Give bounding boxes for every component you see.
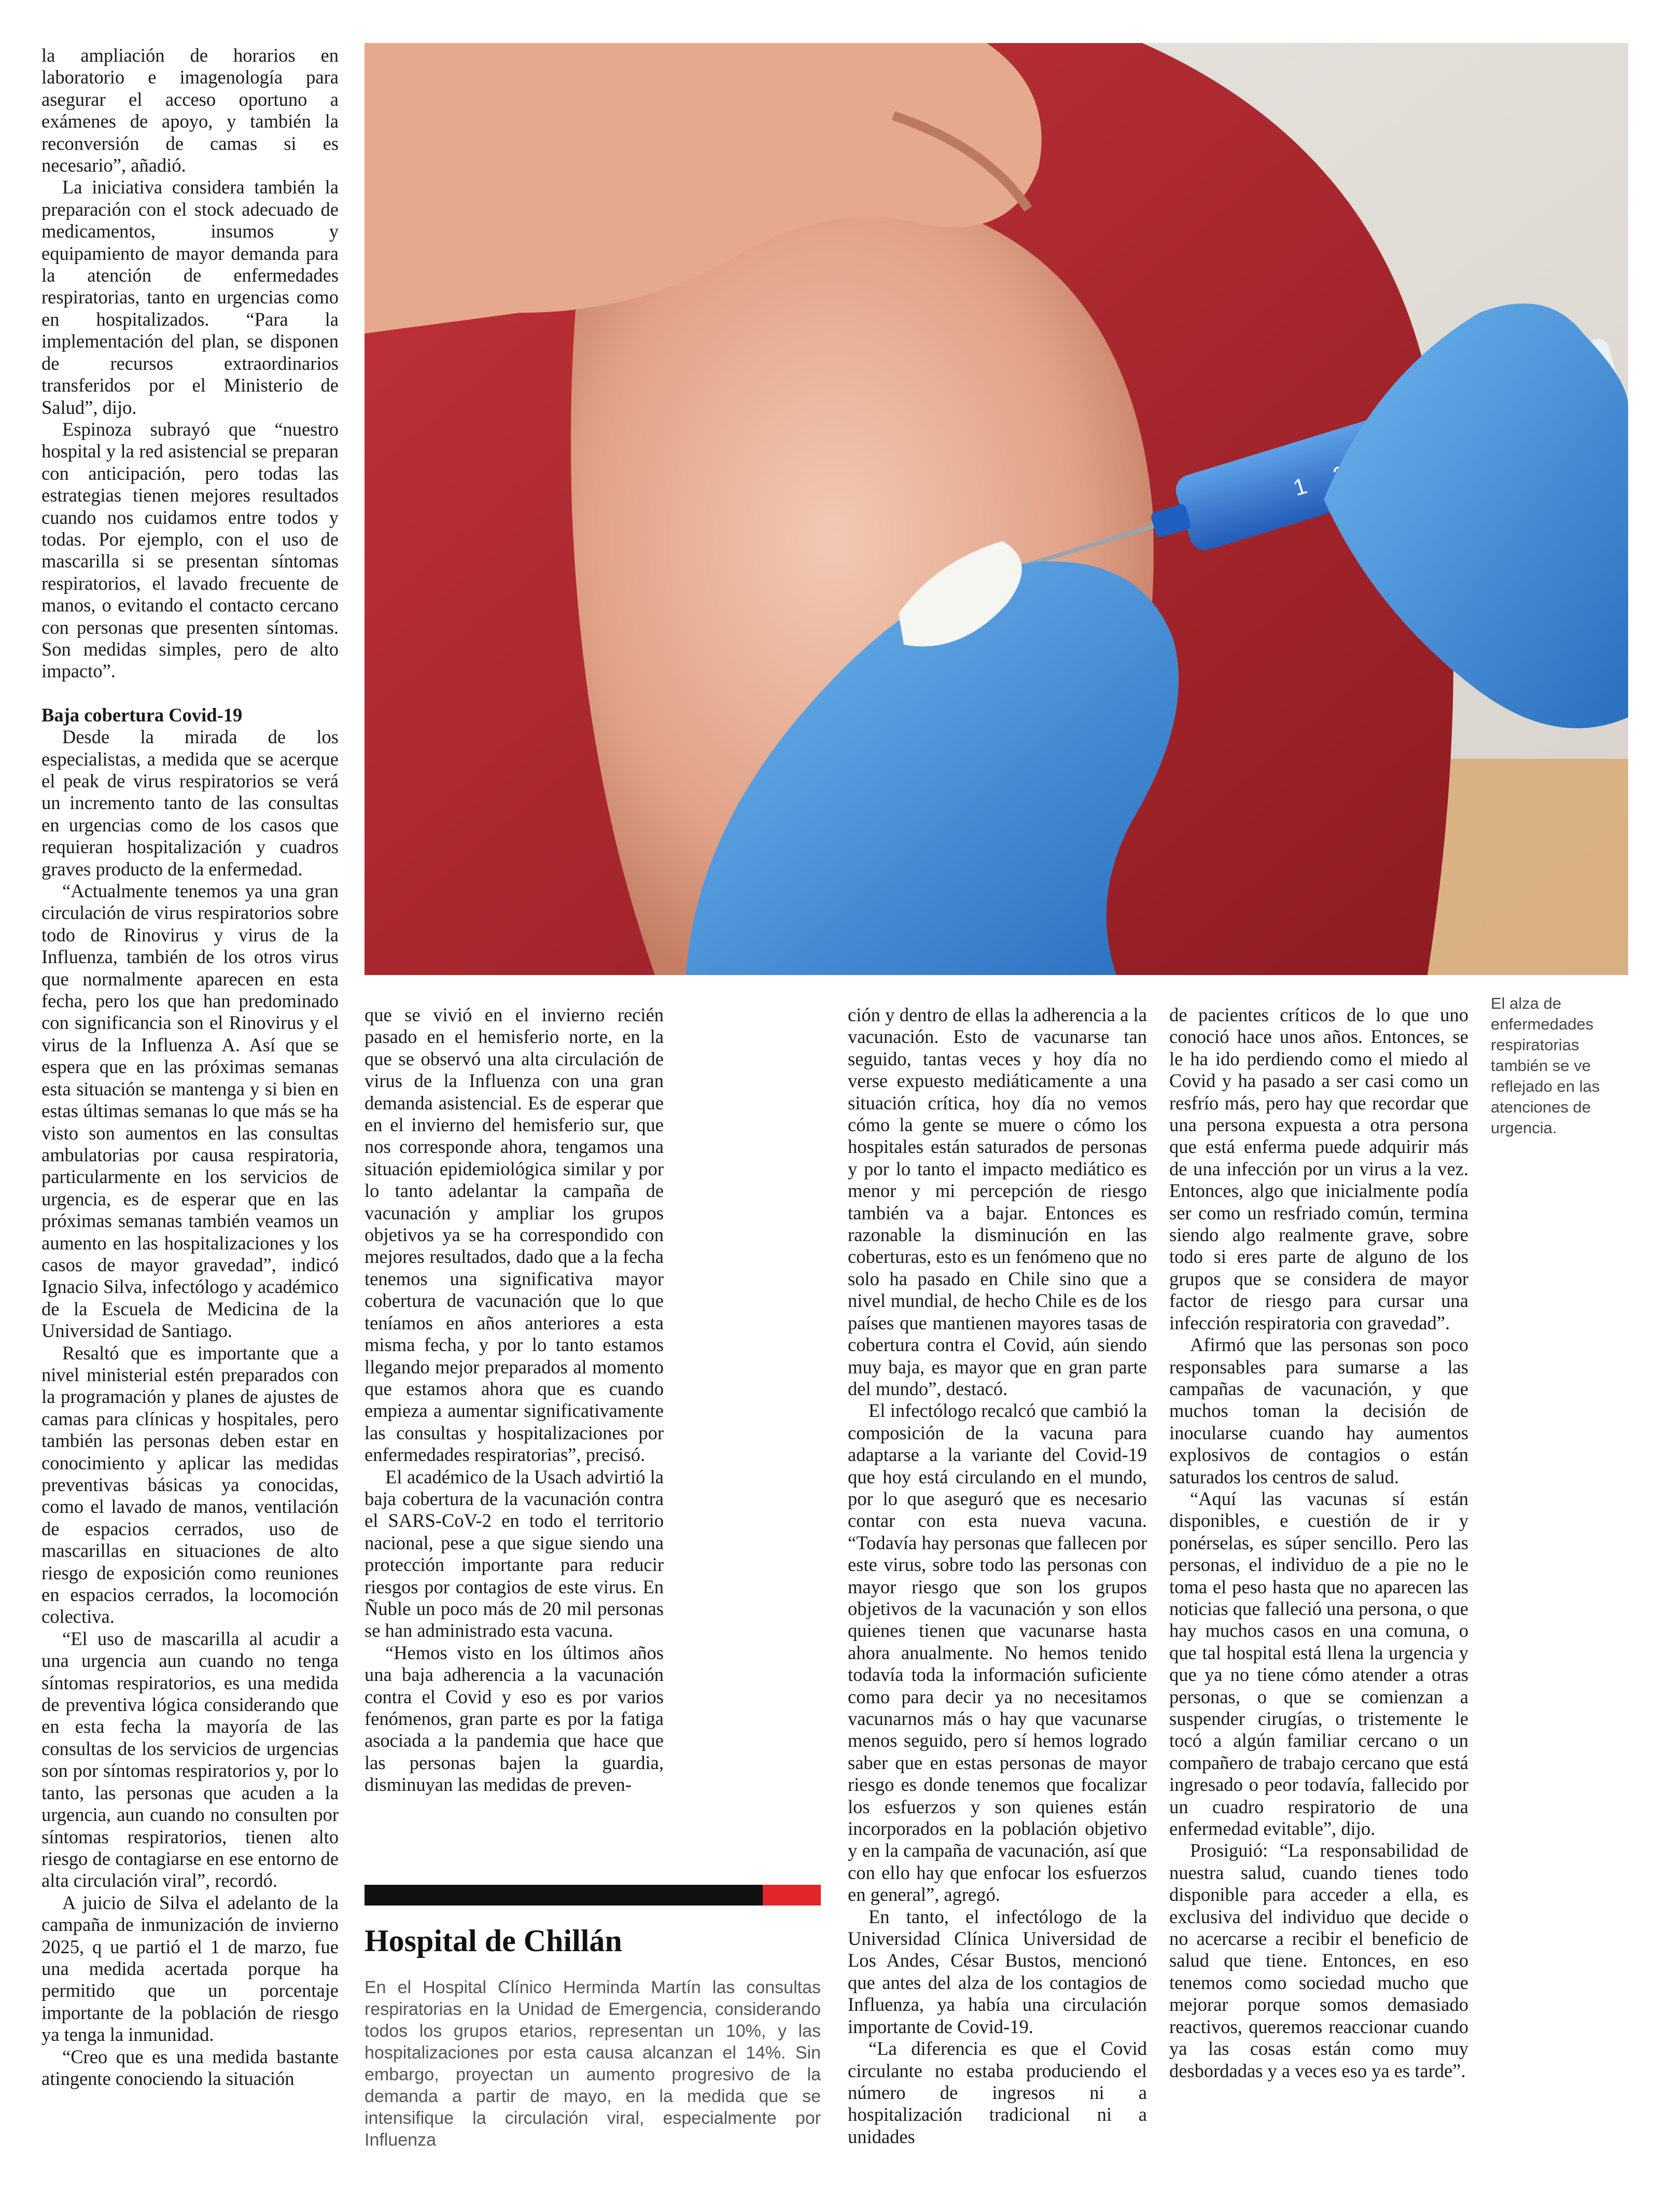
photo-caption: El alza de enfermedades respiratorias también se ve reflejado en las atenciones de urgencia. <box>1491 994 1600 1137</box>
paragraph: Afirmó que las personas son poco responsables para sumarse a las campañas de vacunación, y que muchos toman la decisión de inocularse cuando hay aumentos explosivos de contagios o están saturados los centros de salud. <box>1169 1334 1468 1487</box>
paragraph: A juicio de Silva el adelanto de la campaña de inmunización de invierno 2025, q ue partió el 1 de marzo, fue una medida acertada porque ha permitido que un porcentaje importante de la población de riesgo ya tenga la inmunidad. <box>41 1892 339 2046</box>
vaccination-photo <box>365 43 1628 975</box>
paragraph: ción y dentro de ellas la adherencia a la vacunación. Esto de vacunarse tan seguido, tantas veces y hoy día no verse expuesto mediáticamente a una situación crítica, hoy día no vemos cómo la gente se muere o cómo los hospitales están saturados de personas y por lo tanto el impacto mediático es menor y mi percepción de riesgo también va a bajar. Entonces es razonable la disminución en las coberturas, esto es un fenómeno que no solo ha pasado en Chile sino que a nivel mundial, de hecho Chile es de los países que mantienen mayores tasas de cobertura contra el Covid, aún siendo muy baja, es mayor que en gran parte del mundo”, destacó. <box>848 1004 1147 1399</box>
paragraph: la ampliación de horarios en laboratorio e imagenología para asegurar el acceso oportuno a exámenes de apoyo, y también la reconversión de camas si es necesario”, añadió. <box>41 45 339 176</box>
paragraph: El académico de la Usach advirtió la baja cobertura de la vacunación contra el SARS-CoV-2 en todo el territorio nacional, pese a que sigue siendo una protección importante para reducir riesgos por contagios de este virus. En Ñuble un poco más de 20 mil personas se han administrado esta vacuna. <box>365 1466 664 1642</box>
paragraph: “Actualmente tenemos ya una gran circulación de virus respiratorios sobre todo de Rinovirus y virus de la Influenza, también de los otros virus que normalmente aparecen en esta fecha, pero los que han predominado con significancia son el Rinovirus y el virus de la Influenza A. Así que se espera que en las próximas semanas esta situación se mantenga y si bien en estas últimas semanas lo que más se ha visto son aumentos en las consultas ambulatorias por causa respiratoria, particularmente en los servicios de urgencia, es de esperar que en las próximas semanas también veamos un aumento en las hospitalizaciones y los casos de mayor gravedad”, indicó Ignacio Silva, infectólogo y académico de la Escuela de Medicina de la Universidad de Santiago. <box>41 880 339 1342</box>
paragraph: Desde la mirada de los especialistas, a medida que se acerque el peak de virus respiratorios se verá un incremento tanto de las consultas en urgencias como de los casos que requieran hospitalización y cuadros graves producto de la enfermedad. <box>41 726 339 880</box>
paragraph: “La diferencia es que el Covid circulante no estaba produciendo el número de ingresos ni a hospitalización tradicional ni a unidades <box>848 2038 1147 2147</box>
paragraph: “Aquí las vacunas sí están disponibles, e cuestión de ir y ponérselas, es súper sencillo. Pero las personas, el individuo de a pie no le toma el peso hasta que no aparecen las noticias que falleció una persona, o que hay muchos casos en una comuna, o que tal hospital está llena la urgencia y que ya no tiene cómo atender a otras personas, o que se comienzan a suspender cirugías, o tristemente le tocó a algún familiar cercano o un compañero de trabajo cercano que está ingresado o peor todavía, fallecido por un cuadro respiratorio de una enfermedad evitable”, dijo. <box>1169 1487 1468 1840</box>
svg-text:1: 1 <box>1290 472 1310 501</box>
paragraph: “Creo que es una medida bastante atingente conociendo la situación <box>41 2046 339 2089</box>
paragraph: de pacientes críticos de lo que uno conoció hace unos años. Entonces, se le ha ido perdiendo como el miedo al Covid y ha pasado a ser casi como un resfrío más, pero hay que recordar que una persona expuesta a otra persona que está enferma puede adquirir más de una infección por un virus a la vez. Entonces, algo que inicialmente podía ser como un resfriado común, termina siendo algo realmente grave, sobre todo si eres parte de alguno de los grupos que se considera de mayor factor de riesgo para cursar una infección respiratoria con gravedad”. <box>1169 1004 1468 1333</box>
paragraph: Espinoza subrayó que “nuestro hospital y la red asistencial se preparan con anticipación, pero todas las estrategias tienen mejores resultados cuando nos cuidamos entre todos y todas. Por ejemplo, con el uso de mascarilla si se presentan síntomas respiratorios, el lavado frecuente de manos, o evitando el contacto cercano con personas que presenten síntomas. Son medidas simples, pero de alto impacto”. <box>41 418 339 682</box>
paragraph: Prosiguió: “La responsabilidad de nuestra salud, cuando tienes todo disponible para acceder a ella, es exclusiva del individuo que decide o no acercarse a recibir el beneficio de salud que tiene. Entonces, en eso tenemos como sociedad mucho que mejorar porque somos demasiado reactivos, queremos reaccionar cuando ya las cosas están como muy desbordadas y a veces eso ya es tarde”. <box>1169 1840 1468 2081</box>
paragraph: La iniciativa considera también la preparación con el stock adecuado de medicamentos, insumos y equipamiento de mayor demanda para la atención de enfermedades respiratorias, tanto en urgencias como en hospitalizados. “Para la implementación del plan, se disponen de recursos extraordinarios transferidos por el Ministerio de Salud”, dijo. <box>41 176 339 418</box>
article-column-3 <box>848 1004 1147 2148</box>
rule-red-accent <box>763 1885 821 1906</box>
paragraph: Resaltó que es importante que a nivel ministerial estén preparados con la programación y planes de ajustes de camas para clínicas y hospitales, pero también las personas deben estar en conocimiento y aplicar las medidas preventivas básicas ya conocidas, como el lavado de manos, ventilación de espacios cerrados, uso de mascarillas en situaciones de alto riesgo de exposición como reuniones en espacios cerrados, la locomoción colectiva. <box>41 1342 339 1628</box>
rule-black <box>365 1885 763 1906</box>
section-subheading: Baja cobertura Covid-19 <box>41 704 243 726</box>
sidebar-title: Hospital de Chillán <box>365 1924 622 1958</box>
paragraph: “Hemos visto en los últimos años una baja adherencia a la vacunación contra el Covid y eso es por varios fenómenos, gran parte es por la fatiga asociada a la pandemia que hace que las personas bajen la guardia, disminuyan las medidas de preven- <box>365 1642 664 1796</box>
paragraph: “El uso de mascarilla al acudir a una urgencia aun cuando no tenga síntomas respiratorios, es una medida de preventiva lógica considerando que en esta fecha la mayoría de las consultas de los servicios de urgencias son por síntomas respiratorios y, por lo tanto, las personas que acuden a la urgencia, aun cuando no consulten por síntomas respiratorios, tienen alto riesgo de contagiarse en ese entorno de alta circulación viral”, recordó. <box>41 1628 339 1892</box>
article-column-1 <box>41 45 339 2090</box>
sidebar-text: En el Hospital Clínico Herminda Martín las consultas respiratorias en la Unidad de Emergencia, considerando todos los grupos etarios, representan un 10%, y las hospitalizaciones por esta causa alcanzan el 14%. Sin embargo, proyectan un aumento progresivo de la demanda a partir de mayo, en la medida que se intensifique la circulación viral, especialmente por Influenza <box>365 1978 821 2150</box>
paragraph: El infectólogo recalcó que cambió la composición de la vacuna para adaptarse a la variante del Covid-19 que hoy está circulando en el mundo, por lo que aseguró que es necesario contar con esta nueva vacuna. “Todavía hay personas que fallecen por este virus, sobre todo las personas con mayor riesgo que son los grupos objetivos de la vacunación y son ellos quienes tienen que vacunarse hasta ahora anualmente. No hemos tenido todavía toda la información suficiente como para decir ya no necesitamos vacunarnos más o hay que vacunarse menos seguido, pero sí hemos logrado saber que en estas personas de mayor riesgo es donde tenemos que focalizar los esfuerzos y son quienes están incorporados en la población objetivo y en la campaña de vacunación, así que con ello hay que enfocar los esfuerzos en general”, agregó. <box>848 1400 1147 1906</box>
paragraph: que se vivió en el invierno recién pasado en el hemisferio norte, en la que se observó una alta circulación de virus de la Influenza con una gran demanda asistencial. Es de esperar que en el invierno del hemisferio sur, que nos corresponde ahora, tengamos una situación epidemiológica similar y por lo tanto adelantar la campaña de vacunación y ampliar los grupos objetivos ya se ha correspondido con mejores resultados, dado que a la fecha tenemos una significativa mayor cobertura de vacunación que lo que teníamos en años anteriores a esta misma fecha, y por lo tanto estamos llegando mejor preparados al momento que estamos ahora que es cuando empieza a aumentar significativamente las consultas y hospitalizaciones por enfermedades respiratorias”, precisó. <box>365 1004 664 1466</box>
sidebar-rule <box>365 1885 821 1906</box>
paragraph: En tanto, el infectólogo de la Universidad Clínica Universidad de Los Andes, César Bustos, mencionó que antes del alza de los contagios de Influenza, ya había una circulación importante de Covid-19. <box>848 1906 1147 2037</box>
article-column-2 <box>365 1004 664 1796</box>
article-column-4 <box>1169 1004 1468 2082</box>
